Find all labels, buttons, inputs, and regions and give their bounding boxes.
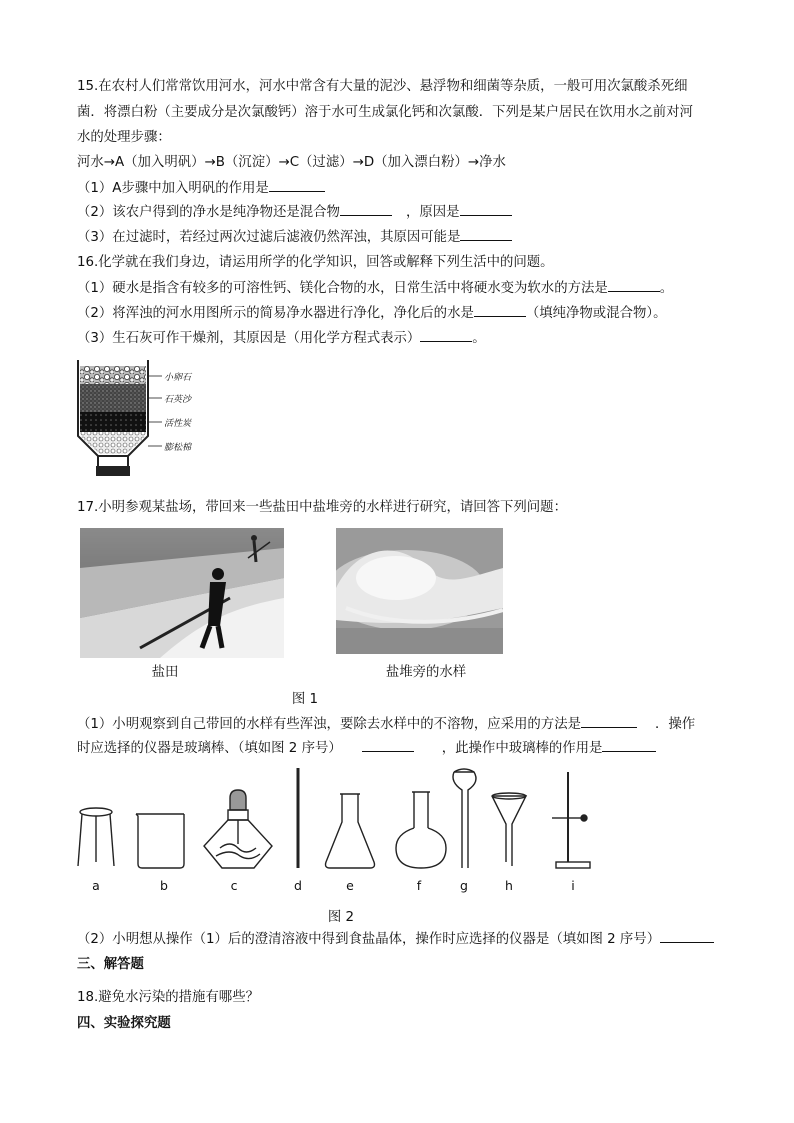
answer-blank[interactable] <box>420 327 472 342</box>
section-3-heading: 三、解答题 <box>77 957 144 972</box>
q16-sub-3-end: 。 <box>472 331 486 346</box>
photo1-caption: 盐田 <box>151 665 179 680</box>
apparatus-label-h: h <box>505 878 513 893</box>
filter-label-cotton: 膨松棉 <box>164 443 192 453</box>
q15-sub-3-text: （3）在过滤时，若经过两次过滤后滤液仍然浑浊，其原因可能是 <box>77 230 461 245</box>
q17-sub-1-line-2 <box>77 737 656 760</box>
apparatus-label-a: a <box>92 878 100 893</box>
funnel-h <box>492 793 526 866</box>
cotton-layer <box>80 432 146 454</box>
beaker-b <box>136 814 184 868</box>
conical-flask-e <box>326 794 375 868</box>
q16-sub-1-end: 。 <box>659 281 674 296</box>
apparatus-label-e: e <box>346 878 354 893</box>
q16-sub-2-end: （填纯净物或混合物）。 <box>525 306 667 321</box>
q16-sub-1-text: （1）硬水是指含有较多的可溶性钙、镁化合物的水，日常生活中将硬水变为软水的方法是 <box>77 281 608 296</box>
sand-layer <box>80 384 146 412</box>
q15-sub-2 <box>77 201 512 224</box>
q17-text-line-1: 17.小明参观某盐场，带回来一些盐田中盐堆旁的水样进行研究，请回答下列问题： <box>77 500 567 515</box>
thistle-funnel-g <box>453 769 476 868</box>
q15-sub-1-text: （1）A步骤中加入明矾的作用是 <box>77 181 269 196</box>
apparatus-label-c: c <box>230 878 238 893</box>
answer-blank[interactable] <box>474 302 526 317</box>
salt-field-photo <box>80 528 284 658</box>
apparatus-label-g: g <box>460 878 468 893</box>
answer-blank[interactable] <box>602 737 656 752</box>
answer-blank[interactable] <box>460 201 512 216</box>
answer-blank[interactable] <box>460 226 512 241</box>
q15-text-line-3: 水的处理步骤： <box>77 130 171 145</box>
q17-sub-1-text-a: （1）小明观察到自己带回的水样有些浑浊，要除去水样中的不溶物，应采用的方法是 <box>77 717 581 732</box>
section-4-heading: 四、实验探究题 <box>77 1016 171 1031</box>
carbon-layer <box>80 412 146 432</box>
filter-label-carbon: 活性炭 <box>164 419 192 429</box>
filter-label-pebbles: 小卵石 <box>164 373 192 383</box>
q16-sub-3 <box>77 327 486 350</box>
q16-text-line-1: 16.化学就在我们身边，请运用所学的化学知识，回答或解释下列生活中的问题。 <box>77 255 554 270</box>
answer-blank[interactable] <box>269 177 325 192</box>
answer-blank[interactable] <box>340 201 392 216</box>
figure-2-caption: 图 2 <box>327 910 355 925</box>
water-sample-photo <box>336 528 503 654</box>
q17-sub-1-text-d: ，此操作中玻璃棒的作用是 <box>441 741 603 756</box>
q17-sub-2-text: （2）小明想从操作（1）后的澄清溶液中得到食盐晶体，操作时应选择的仪器是（填如图 2 序号） <box>77 932 661 947</box>
apparatus-label-b: b <box>160 878 168 893</box>
answer-blank[interactable] <box>581 713 637 728</box>
q17-sub-1-text-c: 时应选择的仪器是玻璃棒、（填如图 2 序号） <box>77 741 342 756</box>
q17-sub-2 <box>77 928 714 951</box>
apparatus-label-d: d <box>294 878 302 893</box>
q15-process-line: 河水→A（加入明矾）→B（沉淀）→C（过滤）→D（加入漂白粉）→净水 <box>77 155 506 170</box>
q16-sub-3-text: （3）生石灰可作干燥剂，其原因是（用化学方程式表示） <box>77 331 421 346</box>
alcohol-lamp-c <box>204 790 272 868</box>
round-flask-f <box>396 792 446 868</box>
q15-sub-2-text-b: ，原因是 <box>405 205 460 220</box>
pebble-layer <box>80 366 146 384</box>
answer-blank[interactable] <box>362 737 414 752</box>
tripod-a <box>78 808 114 866</box>
answer-blank[interactable] <box>608 277 660 292</box>
filter-label-sand: 石英沙 <box>164 395 192 405</box>
q16-sub-2 <box>77 302 666 325</box>
apparatus-figure <box>70 762 600 874</box>
q15-sub-3 <box>77 226 512 249</box>
apparatus-label-i: i <box>571 878 575 893</box>
answer-blank[interactable] <box>660 928 714 943</box>
q17-sub-1-text-b: ．操作 <box>654 717 696 732</box>
figure-1-caption: 图 1 <box>291 692 319 707</box>
q16-sub-1 <box>77 277 673 300</box>
photo2-caption: 盐堆旁的水样 <box>385 665 467 680</box>
q15-text-line-2: 菌．将漂白粉（主要成分是次氯酸钙）溶于水可生成氯化钙和次氯酸．下列是某户居民在饮用水之前对河 <box>77 105 693 120</box>
iron-stand-i <box>552 772 590 868</box>
q15-sub-1 <box>77 177 325 200</box>
q16-sub-2-text: （2）将浑浊的河水用图所示的简易净水器进行净化，净化后的水是 <box>77 306 474 321</box>
apparatus-label-f: f <box>416 878 422 893</box>
q15-sub-2-text-a: （2）该农户得到的净水是纯净物还是混合物 <box>77 205 340 220</box>
q17-sub-1-line-1 <box>77 713 695 736</box>
q18-text: 18.避免水污染的措施有哪些？ <box>77 990 259 1005</box>
q15-text-line-1: 15.在农村人们常常饮用河水，河水中常含有大量的泥沙、悬浮物和细菌等杂质，一般可用次氯酸杀死细 <box>77 79 688 94</box>
